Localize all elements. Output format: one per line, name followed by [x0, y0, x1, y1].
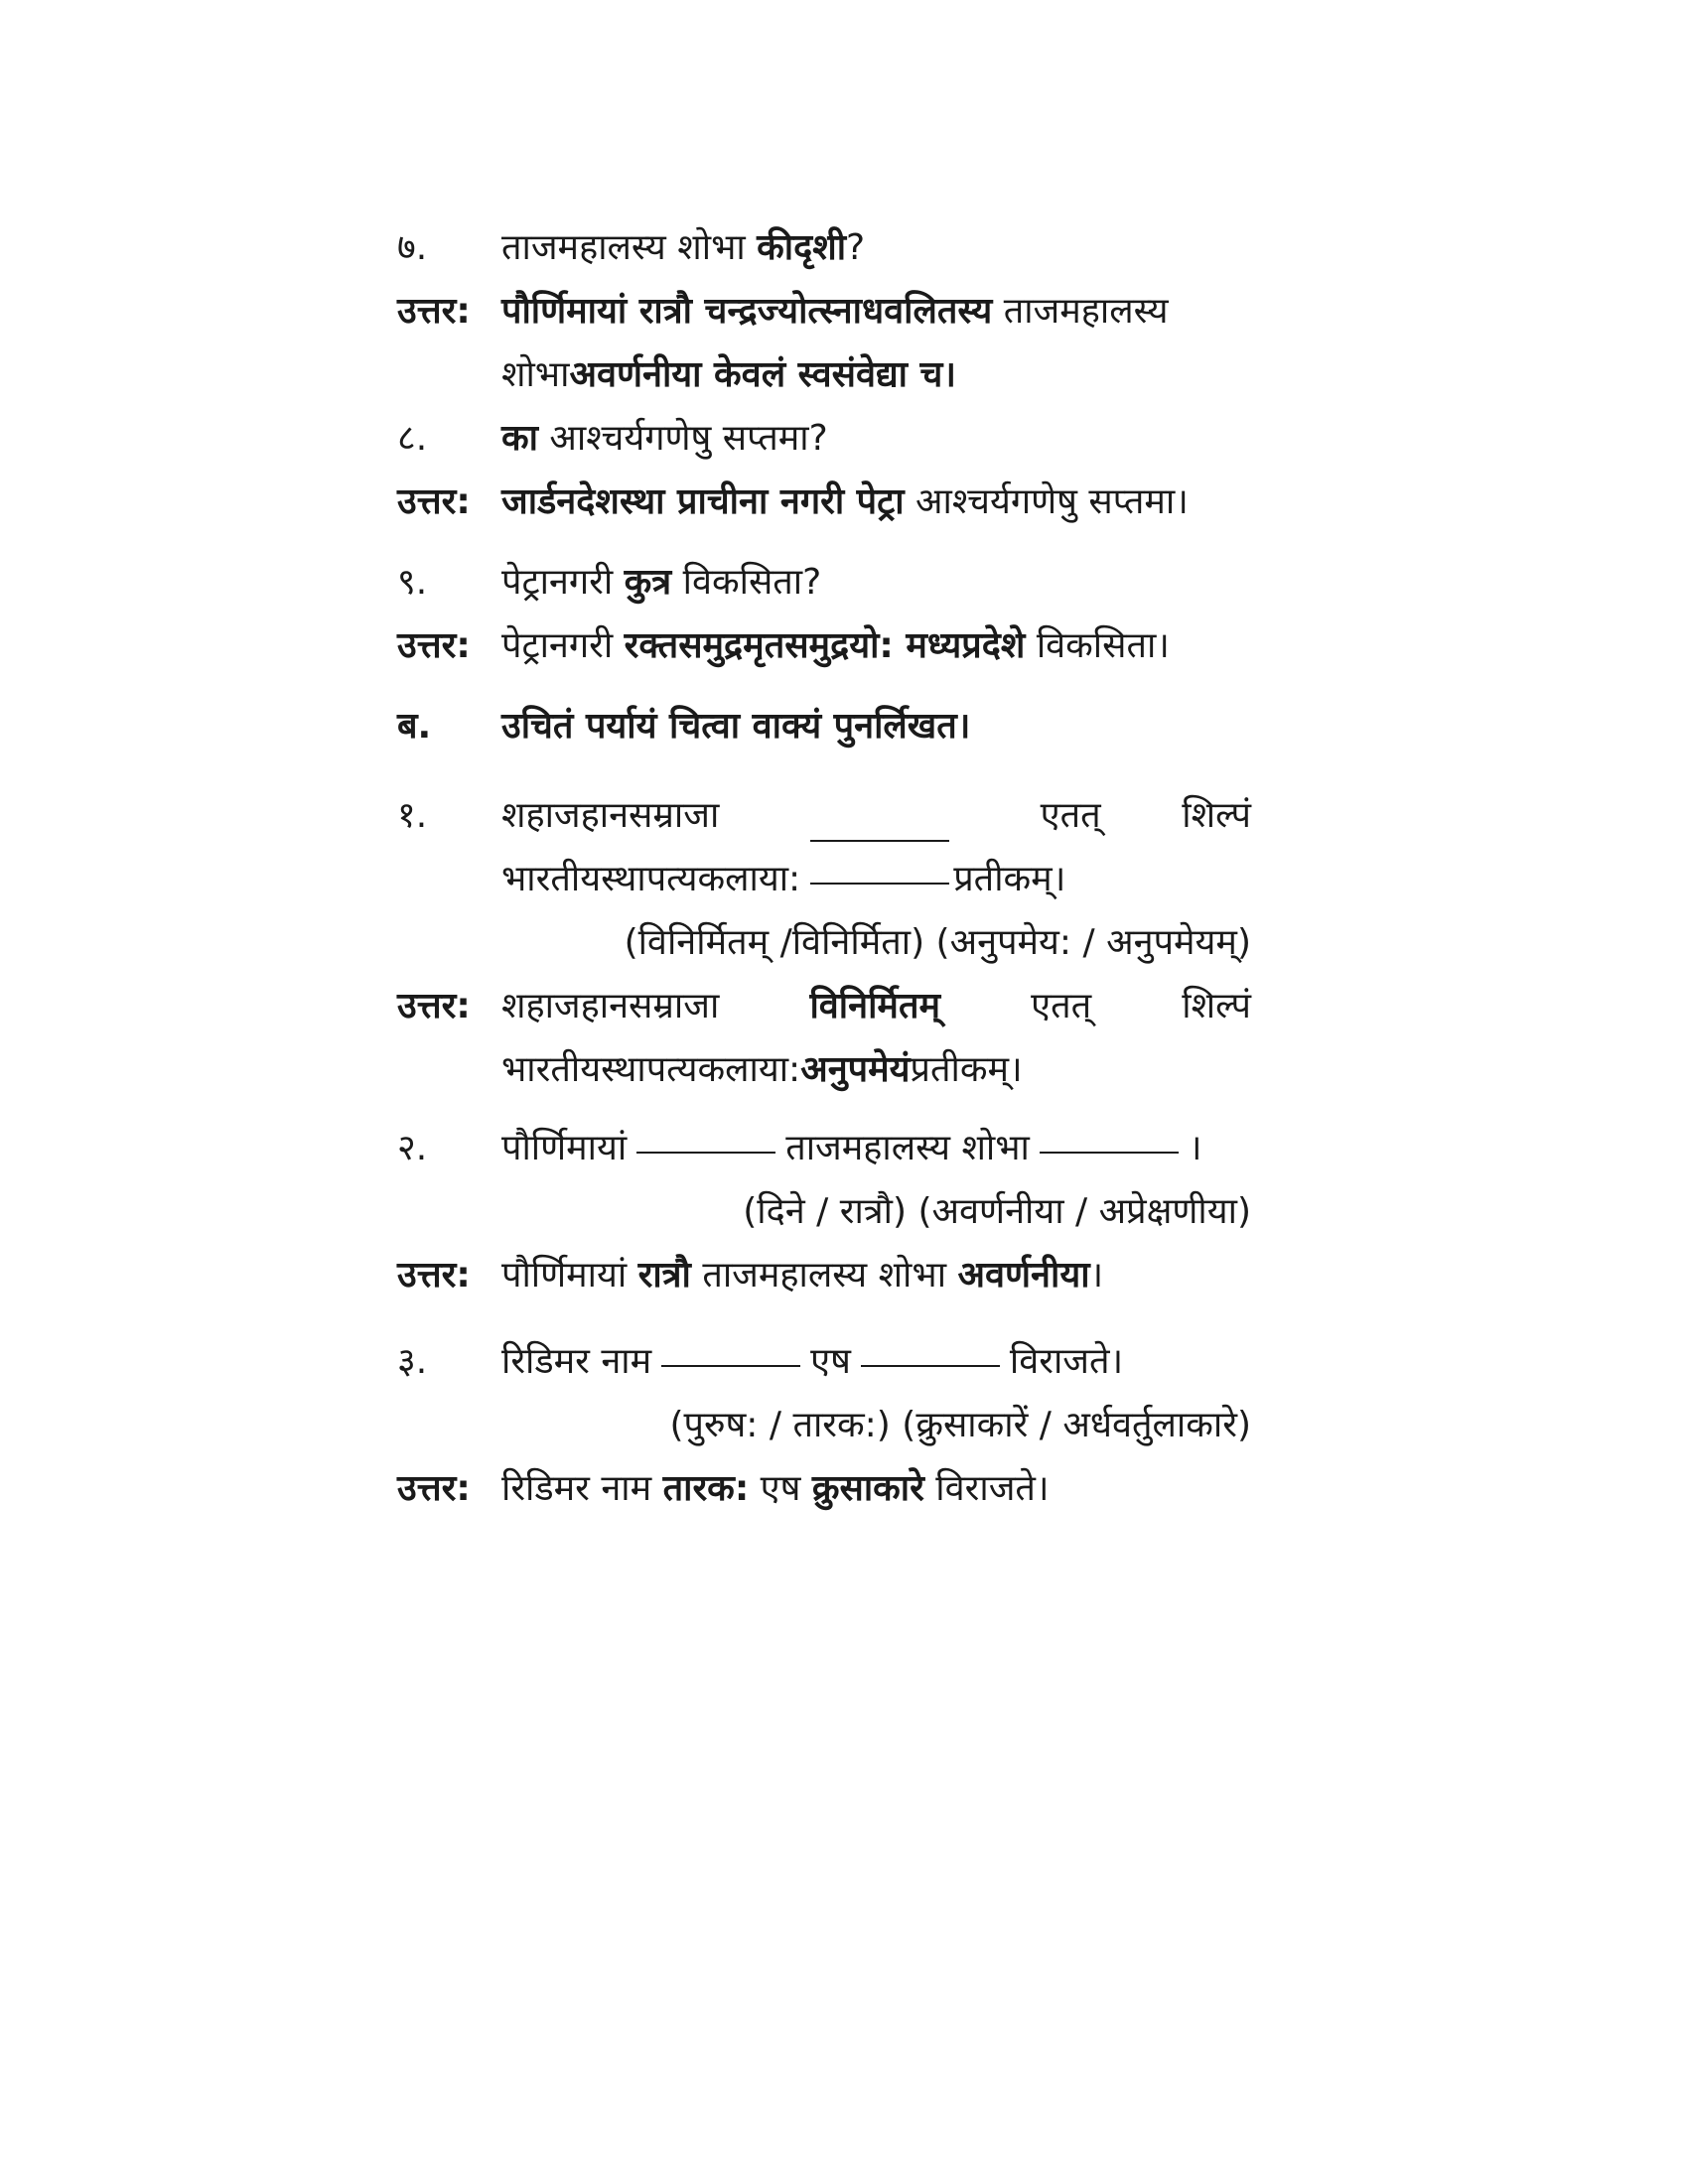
- section-title: उचितं पर्यायं चित्वा वाक्यं पुनर्लिखत।: [501, 706, 971, 747]
- answer-label: उत्तर:: [397, 986, 471, 1026]
- section-b-heading: [397, 695, 1251, 758]
- question-number: ८.: [397, 418, 428, 459]
- fill-blank-3-block: [397, 1330, 1251, 1521]
- answer-fill-3: उत्तर: रिडिमर नाम तारक: एष क्रुसाकारे विराजते।: [397, 1457, 1251, 1521]
- answer-blank: [661, 1365, 800, 1367]
- answer-fill-1-continued: भारतीयस्थापत्यकलाया: अनुपमेयं प्रतीकम्।: [501, 1049, 1023, 1090]
- answer-9: उत्तर: पेट्रानगरी रक्तसमुद्रमृतसमुद्रयो: मध्यप्रदेशे विकसिता।: [397, 614, 1251, 678]
- answer-label: उत्तर:: [397, 291, 471, 332]
- fill-blank-1-block: [397, 784, 1251, 1102]
- question-8: ८. का आश्चर्यगणेषु सप्तमा?: [397, 407, 1251, 471]
- question-number: ३.: [397, 1341, 428, 1382]
- question-7-block: [397, 216, 1251, 407]
- question-9-block: [397, 551, 1251, 678]
- question-number: ९.: [397, 562, 428, 603]
- fill-blank-3: ३. रिडिमर नाम एष विराजते।: [397, 1330, 1251, 1394]
- answer-8: उत्तर: जार्डनदेशस्था प्राचीना नगरी पेट्रा आश्चर्यगणेषु सप्तमा।: [397, 471, 1251, 534]
- fill-blank-3-options: (पुरुष: / तारक:) (क्रुसाकारें / अर्धवर्तुलाकारे): [669, 1405, 1251, 1445]
- answer-label: उत्तर:: [397, 625, 471, 666]
- section-b: [397, 695, 1251, 758]
- fill-blank-1-options: (विनिर्मितम् /विनिर्मिता) (अनुपमेय: / अनुपमेयम्): [624, 922, 1251, 963]
- fill-blank-1-continued: भारतीयस्थापत्यकलाया: प्रतीकम्।: [501, 859, 1066, 899]
- question-number: १.: [397, 795, 428, 836]
- fill-blank-2-block: [397, 1117, 1251, 1307]
- answer-fill-2: उत्तर: पौर्णिमायां रात्रौ ताजमहालस्य शोभा अवर्णनीया।: [397, 1244, 1251, 1307]
- answer-fill-1: उत्तर: शहाजहानसम्राजा विनिर्मितम् एतत् शिल्पं: [397, 975, 1251, 1038]
- answer-blank: [1040, 1152, 1179, 1154]
- answer-label: उत्तर:: [397, 1255, 471, 1296]
- fill-blank-1: १. शहाजहानसम्राजा एतत् शिल्पं: [397, 784, 1251, 848]
- question-8-block: [397, 407, 1251, 534]
- fill-blank-2-options: (दिने / रात्रौ) (अवर्णनीया / अप्रेक्षणीया): [743, 1191, 1251, 1232]
- fill-blank-2: २. पौर्णिमायां ताजमहालस्य शोभा ।: [397, 1117, 1251, 1180]
- question-number: ७.: [397, 227, 428, 268]
- question-number: २.: [397, 1128, 428, 1168]
- answer-7: उत्तर: पौर्णिमायां रात्रौ चन्द्रज्योत्स्नाधवलितस्य ताजमहालस्य: [397, 280, 1251, 343]
- question-9: ९. पेट्रानगरी कुत्र विकसिता?: [397, 551, 1251, 614]
- answer-7-continued: शोभा अवर्णनीया केवलं स्वसंवेद्या च।: [501, 354, 957, 395]
- answer-label: उत्तर:: [397, 1468, 471, 1509]
- section-label: ब.: [397, 706, 432, 747]
- answer-blank: [810, 778, 949, 842]
- answer-blank: [810, 883, 949, 885]
- question-7: ७. ताजमहालस्य शोभा कीदृशी?: [397, 216, 1251, 280]
- answer-label: उत्तर:: [397, 481, 471, 522]
- answer-blank: [861, 1365, 1000, 1367]
- answer-blank: [636, 1152, 775, 1154]
